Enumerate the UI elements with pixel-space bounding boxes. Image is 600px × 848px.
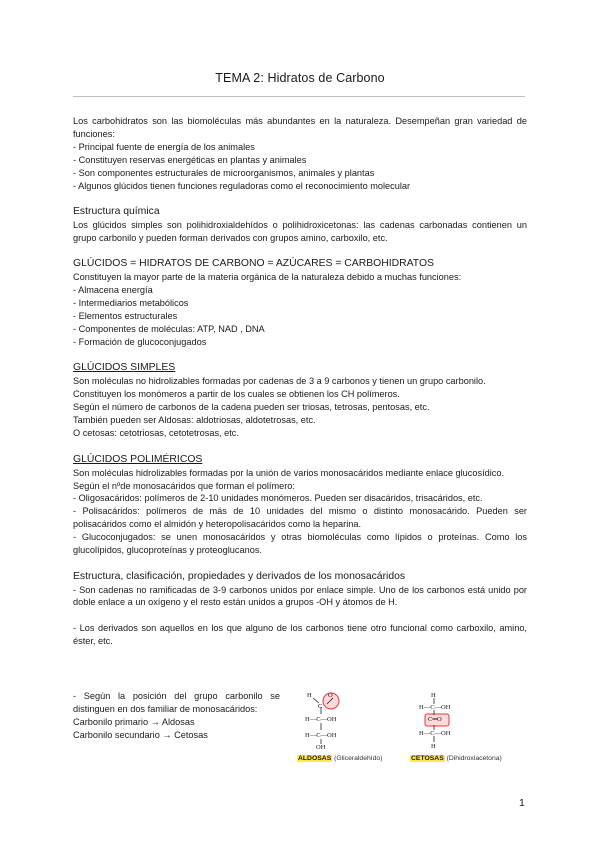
intro-paragraph: Los carbohidratos son las biomoléculas más abundantes en la naturaleza. Desempeñan gran variedad de funciones: [73,116,527,139]
simples-line: Según el número de carbonos de la cadena pueden ser triosas, tetrosas, pentosas, etc. [73,402,430,413]
intro-item: - Algunos glúcidos tienen funciones reguladoras como el reconocimiento molecular [73,180,411,191]
polimericos-item: - Oligosacáridos: polímeros de 2-10 unidades monómeros. Pueden ser disacáridos, trisacáridos, etc. [73,493,483,504]
page-number: 1 [519,797,525,809]
glucidos-item: - Formación de glucoconjugados [73,336,207,347]
cetosa-atom-h-top: H [431,692,436,699]
estructura-paragraph: Los glúcidos simples son polihidroxialdehídos o polihidroxicetonas: las cadenas carbonadas contienen un grupo carbonilo y pueden forman derivados con grupos amino, carboxilo, etc. [73,220,527,243]
cetosa-note: (Dihidroxiacetona) [446,755,502,762]
aldosa-atom-h: H [307,692,312,699]
page-title: TEMA 2: Hidratos de Carbono [215,71,385,85]
cetosa-row-hcoh-2: H—C—OH [419,730,451,737]
monosacaridos-paragraph: - Son cadenas no ramificadas de 3-9 carbonos unidos por enlace simple. Uno de los carbonos está unido por doble enlace a un oxígeno y el resto están unidos a grupos -OH y átomos de H. [73,584,527,608]
carbonyl-classification [73,690,280,742]
glucidos-item: - Elementos estructurales [73,311,178,322]
polimericos-line: Según el nºde monosacáridos que forman el polímero: [73,480,295,491]
glucidos-item: - Almacena energía [73,285,153,296]
intro-item: - Constituyen reservas energéticas en plantas y animales [73,154,307,165]
section-heading-polimericos: GLÚCIDOS POLIMÉRICOS [73,453,203,465]
aldosa-atom-oh-bottom: OH [316,744,326,751]
cetosa-atom-h-bottom: H [431,743,436,750]
glucidos-paragraph: Constituyen la mayor parte de la materia orgánica de la naturaleza debido a muchas funciones: [73,272,462,283]
aldosa-row-hcoh: H—C—OH [305,716,337,723]
monosacaridos-derivados: - Los derivados son aquellos en los que alguno de los carbonos tiene otro funcional como carboxilo, amino, éster, etc. [73,622,527,646]
title-divider [73,96,525,97]
cetosa-row-co: C═O [428,716,442,723]
glucidos-item: - Intermediarios metabólicos [73,298,189,309]
section-heading-glucidos: GLÚCIDOS = HIDRATOS DE CARBONO = AZÚCARES = CARBOHIDRATOS [73,258,434,270]
classification-cetosas: Carbonilo secundario → Cetosas [73,729,208,740]
simples-line: O cetosas: cetotriosas, cetotetrosas, etc. [73,428,239,439]
cetosa-row-hcoh: H—C—OH [419,704,451,711]
aldosa-atom-o: O [328,692,333,699]
simples-line: También pueden ser Aldosas: aldotriosas, aldotetrosas, etc. [73,415,316,426]
section-heading-simples: GLÚCIDOS SIMPLES [73,362,176,374]
aldosa-row-hcoh-2: H—C—OH [305,732,337,739]
section-heading-monosacaridos: Estructura, clasificación, propiedades y derivados de los monosacáridos [73,570,406,582]
glucidos-item: - Componentes de moléculas: ATP, NAD , DNA [73,324,265,335]
classification-paragraph: - Según la posición del grupo carbonilo se distinguen en dos familiar de monosacáridos: [73,691,280,714]
aldosa-label: ALDOSAS [298,755,332,762]
polimericos-item: - Polisacáridos: polímeros de más de 10 unidades del mismo o distinto monosacárido. Pueden ser polisacáridos como el almidón y heteropolisacáridos como la heparina. [73,506,527,530]
section-heading-estructura: Estructura química [73,206,160,218]
classification-aldosas: Carbonilo primario → Aldosas [73,716,195,727]
document-body [73,115,527,648]
simples-line: Constituyen los monómeros a partir de los cuales se obtienen los CH polímeros. [73,389,400,400]
aldosa-note: (Gliceraldehído) [334,755,383,762]
cetosa-label: CETOSAS [411,755,444,762]
polimericos-paragraph: Son moléculas hidrolizables formadas por la unión de varios monosacáridos mediante enlace glucosídico. [73,467,505,478]
aldosa-caption [297,755,382,762]
cetosa-caption [410,755,502,762]
aldosa-atom-c: C [318,703,323,710]
polimericos-item: - Glucoconjugados: se unen monosacáridos y otras biomoléculas como lípidos o proteínas. Como los glucolípidos, glucoproteínas y proteoglucanos. [73,532,527,556]
intro-item: - Son componentes estructurales de microorganismos, animales y plantas [73,167,375,178]
simples-line: Son moléculas no hidrolizables formadas por cadenas de 3 a 9 carbonos y tienen un grupo carbonilo. [73,376,486,387]
intro-item: - Principal fuente de energía de los animales [73,141,255,152]
